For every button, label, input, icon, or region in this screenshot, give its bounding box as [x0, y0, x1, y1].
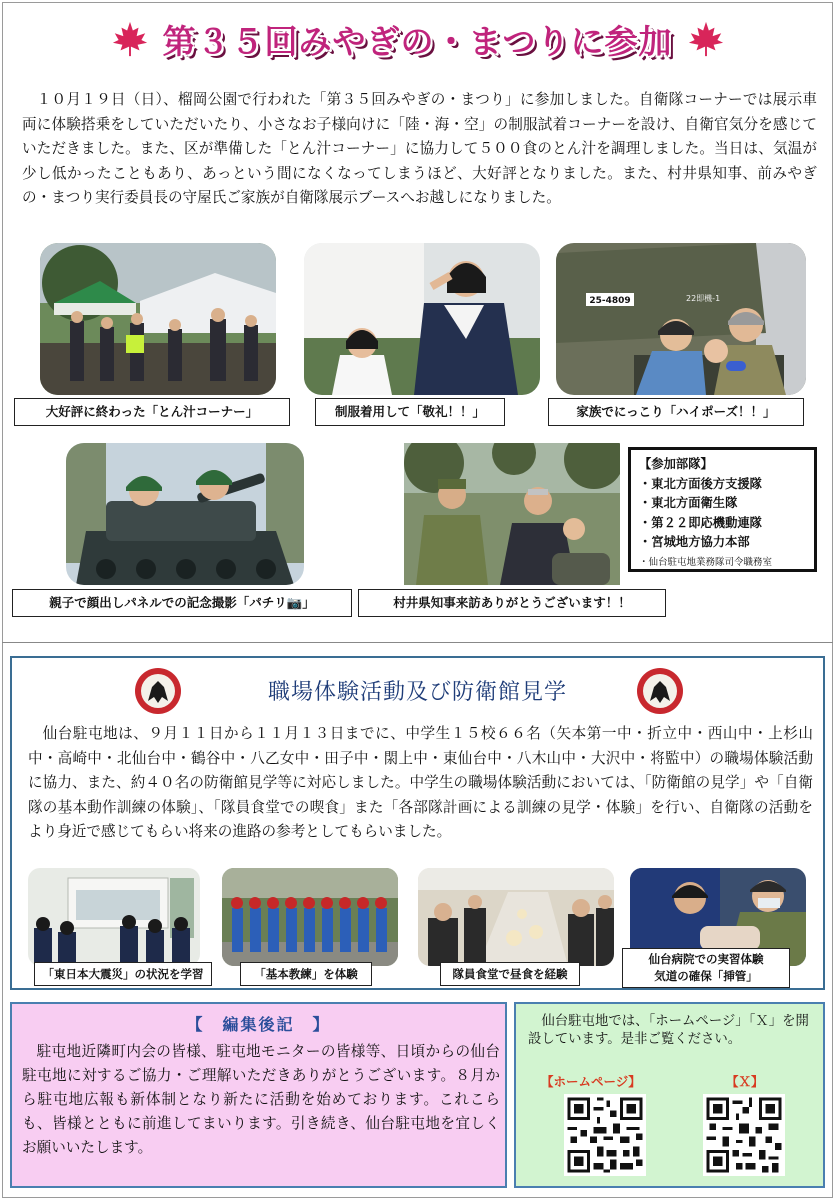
- dining-hall-photo: [418, 868, 614, 966]
- face-panel-photo: [66, 443, 304, 585]
- workplace-photo-caption-line: 気道の確保「挿管」: [654, 969, 758, 983]
- family-vehicle-photo: [556, 243, 806, 395]
- uniform-caption: 制服着用して「敬礼！！」: [315, 398, 505, 426]
- workplace-photo-caption: 「東日本大震災」の状況を学習: [34, 962, 212, 986]
- page-title: 第３５回みやぎの・まつりに参加: [162, 21, 673, 61]
- units-heading: 【参加部隊】: [639, 457, 713, 471]
- vehicle-unit-mark: 22即機-1: [686, 294, 721, 303]
- tonjiru-caption: 大好評に終わった「とん汁コーナー」: [14, 398, 290, 426]
- x-account-qr-code-icon[interactable]: [703, 1094, 785, 1176]
- unit-item: ・宮城地方協力本部: [639, 535, 750, 549]
- unit-note: ・仙台駐屯地業務隊司令職務室: [639, 556, 773, 568]
- section-divider: [2, 642, 833, 643]
- homepage-qr-code-icon[interactable]: [564, 1094, 646, 1176]
- maple-leaf-icon: [111, 20, 149, 58]
- workplace-photo-caption: 隊員食堂で昼食を経験: [440, 962, 580, 986]
- workplace-photo-caption-box: [622, 948, 790, 988]
- postscript-paragraph: 駐屯地近隣町内会の皆様、駐屯地モニターの皆様等、日頃からの仙台駐屯地に対するご協力・ご理解いただきありがとうございます。８月から駐屯地広報も新体制となり新たに活動を始めております。これこらも、皆様とともに前進してまいります。引き続き、仙台駐屯地を宜しくお願いいたします。: [22, 1043, 500, 1156]
- museum-study-photo: [28, 868, 200, 966]
- maple-leaf-icon: [687, 20, 725, 58]
- intro-paragraph: １０月１９日（日）、榴岡公園で行われた「第３５回みやぎの・まつり」に参加しました。自衛隊コーナーでは展示車両に体験搭乗をしていただいたり、小さなお子様向けに「陸・海・空」の制服試着コーナーを設け、自衛官気分を感じていただきました。また、区が準備した「とん汁コーナー」に協力して５００食のとん汁を調理しました。当日は、気温が少し低かったこともあり、あっという間になくなってしまうほど、大好評となりました。また、村井県知事、前みやぎの・まつり実行委員長の守屋氏ご家族が自衛隊展示ブースへお越しになりました。: [22, 91, 817, 207]
- tonjiru-corner-photo: [40, 243, 276, 395]
- participating-units-box: [628, 447, 817, 572]
- workplace-paragraph: 仙台駐屯地は、９月１１日から１１月１３日までに、中学生１５校６６名（矢本第一中・折立中・西山中・上杉山中・高崎中・北仙台中・鶴谷中・八乙女中・田子中・閖上中・東仙台中・八木山中・大沢中・将監中）の職場体験活動に協力、また、約４０名の防衛館見学等に対応しました。中学生の職場体験活動においては、「防衛館の見学」や「自衛隊の基本動作訓練の体験」、「隊員食堂での喫食」また「各部隊計画による訓練の見学・体験」を行い、自衛隊の活動をより身近で感じてもらい将来の進路の参考としてもらいました。: [28, 725, 813, 841]
- family-caption: 家族でにっこり「ハイポーズ！！」: [548, 398, 804, 426]
- workplace-photo-caption-line: 仙台病院での実習体験: [648, 952, 764, 966]
- uniform-salute-photo: [304, 243, 540, 395]
- homepage-text: 仙台駐屯地では、「ホームページ」「Ｘ」を開設しています。是非ご覧ください。: [528, 1014, 809, 1047]
- workplace-section-title: 職場体験活動及び防衛館見学: [267, 680, 567, 705]
- vehicle-plate-number: 25-4809: [589, 296, 631, 306]
- governor-visit-photo: [404, 443, 620, 585]
- workplace-photo-caption: 「基本教練」を体験: [240, 962, 372, 986]
- governor-caption: 村井県知事来訪ありがとうございます！！: [358, 589, 666, 617]
- unit-item: ・第２２即応機動連隊: [639, 515, 762, 530]
- unit-item: ・東北方面後方支援隊: [639, 476, 762, 491]
- face-panel-caption: 親子で顔出しパネルでの記念撮影「パチリ📷」: [12, 589, 352, 617]
- unit-item: ・東北方面衛生隊: [639, 496, 738, 510]
- basic-drill-photo: [222, 868, 398, 966]
- qr-x-label: 【Ｘ】: [726, 1074, 764, 1089]
- postscript-heading: 【 編集後記 】: [186, 1015, 331, 1034]
- qr-homepage-label: 【ホームページ】: [541, 1074, 641, 1089]
- title-row: [0, 14, 835, 64]
